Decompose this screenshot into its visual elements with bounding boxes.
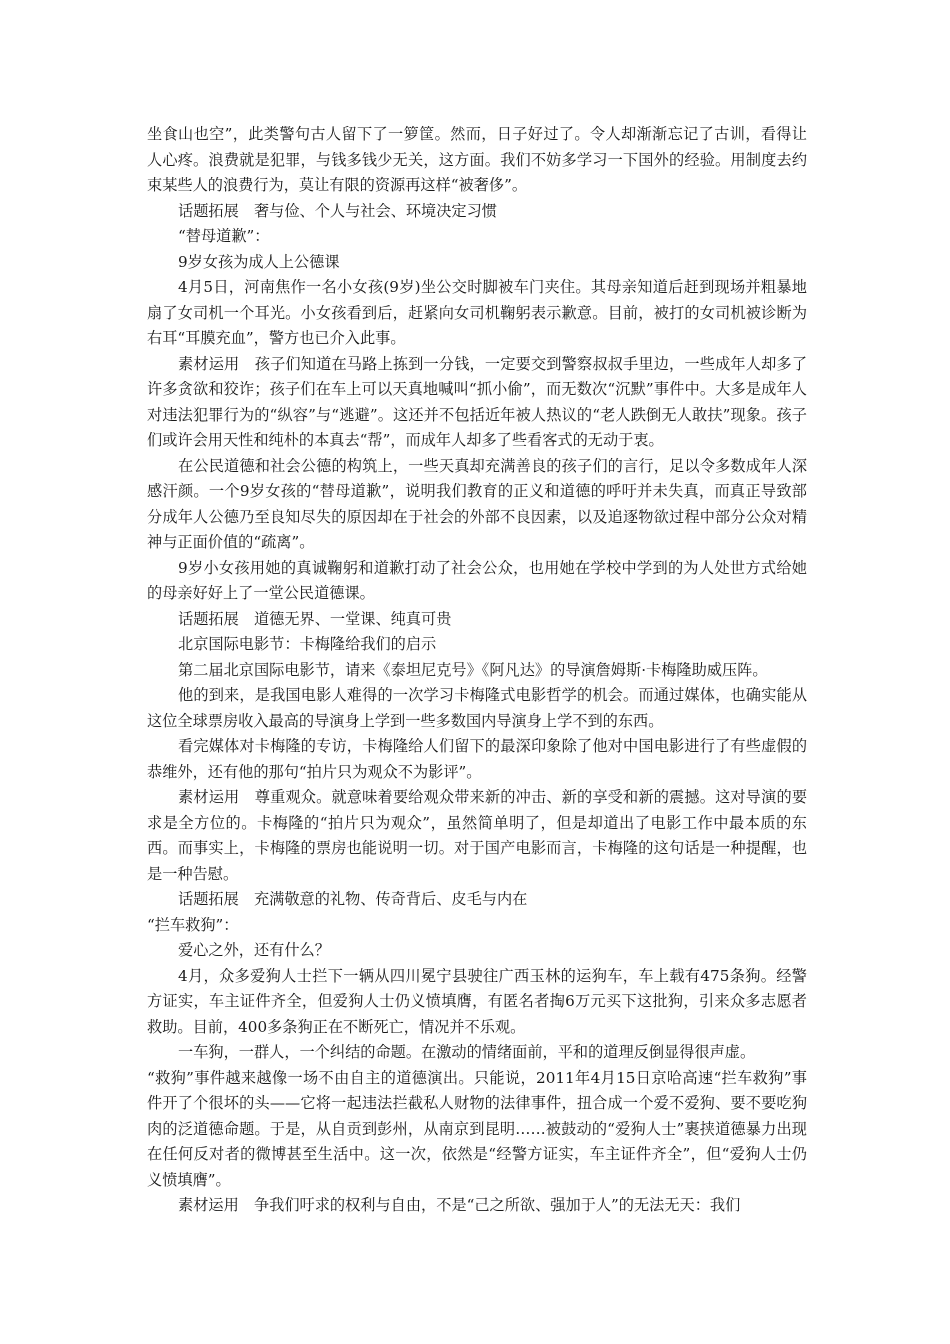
paragraph: 在公民道德和社会公德的构筑上，一些天真却充满善良的孩子们的言行，足以令多数成年人深感汗颜。一个9岁女孩的“替母道歉”，说明我们教育的正义和道德的呼吁并未失真，而真正导致部分成年人公德乃至良知尽失的原因却在于社会的外部不良因素，以及追逐物欲过程中部分公众对精神与正面价值的“疏离”。 [147,456,807,551]
section-heading: “替母道歉”： [178,227,270,245]
paragraph: 4月5日，河南焦作一名小女孩(9岁)坐公交时脚被车门夹住。其母亲知道后赶到现场并粗暴地扇了女司机一个耳光。小女孩看到后，赶紧向女司机鞠躬表示歉意。目前，被打的女司机被诊断为右耳“耳膜充血”，警方也已介入此事。 [147,278,807,347]
paragraph: 9岁小女孩用她的真诚鞠躬和道歉打动了社会公众，也用她在学校中学到的为人处世方式给她的母亲好好上了一堂公民道德课。 [147,558,807,602]
paragraph: 第二届北京国际电影节，请来《泰坦尼克号》《阿凡达》的导演詹姆斯·卡梅隆助威压阵。 [178,660,768,679]
paragraph: 一车狗，一群人，一个纠结的命题。在激动的情绪面前，平和的道理反倒显得很声虚。 [178,1043,756,1061]
paragraph: 看完媒体对卡梅隆的专访，卡梅隆给人们留下的最深印象除了他对中国电影进行了有些虚假的恭维外，还有他的那句“拍片只为观众不为影评”。 [147,737,807,781]
paragraph: 他的到来，是我国电影人难得的一次学习卡梅隆式电影哲学的机会。而通过媒体，也确实能从这位全球票房收入最高的导演身上学到一些多数国内导演身上学不到的东西。 [147,686,807,730]
document-page [147,122,807,1219]
material-usage: 素材运用 尊重观众。就意味着要给观众带来新的冲击、新的享受和新的震撼。这对导演的要求是全方位的。卡梅隆的“拍片只为观众”，虽然简单明了，但是却道出了电影工作中最本质的东西。而事实上，卡梅隆的票房也能说明一切。对于国产电影而言，卡梅隆的这句话是一种提醒，也是一种告慰。 [147,788,807,883]
section-subheading: 爱心之外，还有什么？ [178,941,330,959]
material-usage: 素材运用 争我们吁求的权利与自由，不是“己之所欲、强加于人”的无法无天：我们 [178,1196,741,1214]
material-usage: 素材运用 孩子们知道在马路上拣到一分钱，一定要交到警察叔叔手里边，一些成年人却多了许多贪欲和狡诈；孩子们在车上可以天真地喊叫“抓小偷”，而无数次“沉默”事件中。大多是成年人对违法犯罪行为的“纵容”与“逃避”。这还并不包括近年被人热议的“老人跌倒无人敢扶”现象。孩子们或许会用天性和纯朴的本真去“帮”，而成年人却多了些看客式的无动于衷。 [147,354,807,449]
section-heading: “拦车救狗”： [147,915,239,934]
topic-extension: 话题拓展 道德无界、一堂课、纯真可贵 [178,609,452,628]
paragraph: 坐食山也空”，此类警句古人留下了一箩筐。然而，日子好过了。令人却渐渐忘记了古训，看得让人心疼。浪费就是犯罪，与钱多钱少无关，这方面。我们不妨多学习一下国外的经验。用制度去约束某些人的浪费行为，莫让有限的资源再这样“被奢侈”。 [147,125,807,194]
section-heading: 北京国际电影节：卡梅隆给我们的启示 [178,635,437,653]
section-subheading: 9岁女孩为成人上公德课 [178,252,340,271]
paragraph: “救狗”事件越来越像一场不由自主的道德演出。只能说，2011年4月15日京哈高速“拦车救狗”事件开了个很坏的头——它将一起违法拦截私人财物的法律事件，扭合成一个爱不爱狗、要不要吃狗肉的泛道德命题。于是，从自贡到彭州，从南京到昆明……被鼓动的“爱狗人士”裹挟道德暴力出现在任何反对者的微博甚至生活中。这一次，依然是“经警方证实，车主证件齐全”，但“爱狗人士仍义愤填膺”。 [147,1068,807,1189]
topic-extension: 话题拓展 奢与俭、个人与社会、环境决定习惯 [178,201,497,220]
paragraph: 4月，众多爱狗人士拦下一辆从四川冕宁县驶往广西玉林的运狗车，车上载有475条狗。经警方证实，车主证件齐全，但爱狗人士仍义愤填膺，有匿名者掏6万元买下这批狗，引来众多志愿者救助。目前，400多条狗正在不断死亡，情况并不乐观。 [147,966,807,1036]
topic-extension: 话题拓展 充满敬意的礼物、传奇背后、皮毛与内在 [178,890,528,908]
